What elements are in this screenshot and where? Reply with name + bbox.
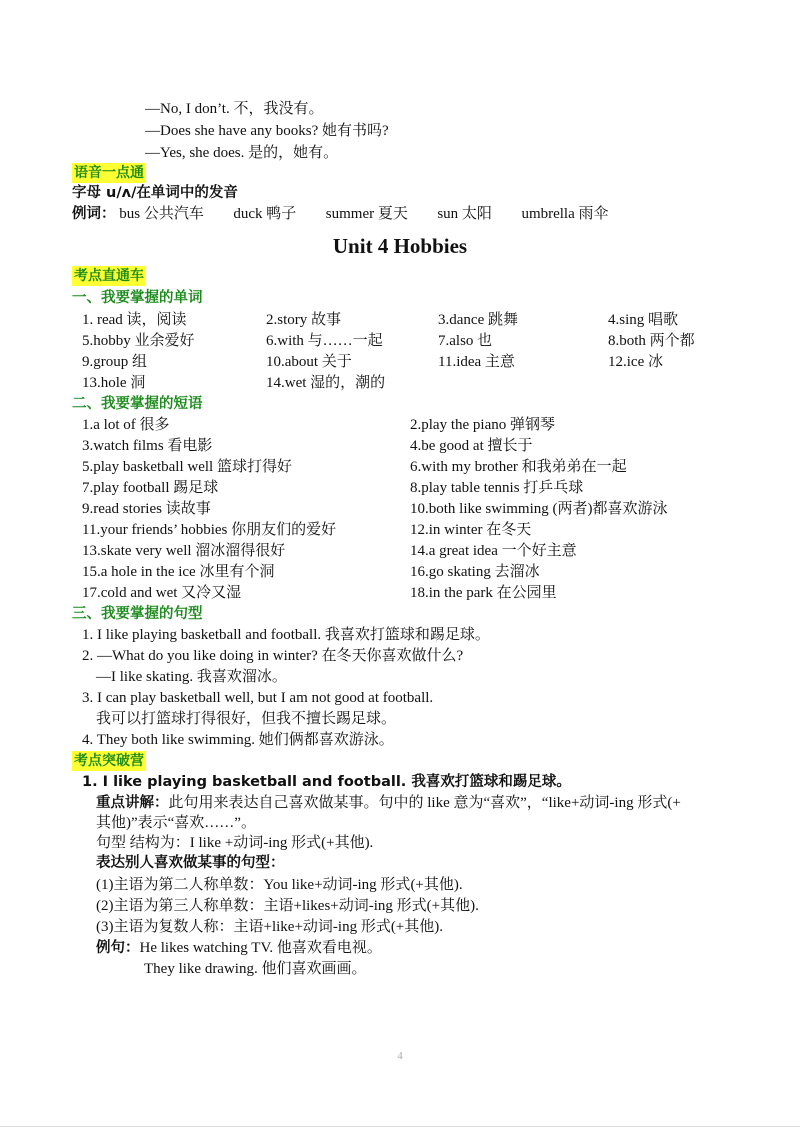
example-label: 例词： [72, 206, 116, 222]
phrase-item: 16.go skating 去溜冰 [410, 564, 540, 580]
phrase-item: 17.cold and wet 又冷又湿 [82, 585, 242, 601]
phonics-heading: 字母 u/ʌ/在单词中的发音 [72, 185, 238, 201]
sentence-line: 4. They both like swimming. 她们俩都喜欢游泳。 [82, 732, 394, 748]
unit-title: Unit 4 Hobbies [332, 234, 468, 258]
word-item: 5.hobby 业余爱好 [82, 333, 195, 349]
phrase-item: 5.play basketball well 篮球打得好 [82, 459, 292, 475]
phrase-item: 18.in the park 在公园里 [410, 585, 557, 601]
word-item: 11.idea 主意 [438, 354, 515, 370]
others-heading: 表达别人喜欢做某事的句型： [96, 855, 285, 871]
phrase-item: 10.both like swimming (两者)都喜欢游泳 [410, 501, 668, 517]
phrase-item: 8.play table tennis 打乒乓球 [410, 480, 584, 496]
explain-line: 其他)”表示“喜欢……”。 [96, 815, 256, 831]
sentence-line: 2. —What do you like doing in winter? 在冬天你喜欢做什么? [82, 648, 464, 664]
example-sentence: They like drawing. 他们喜欢画画。 [144, 961, 367, 977]
other-pattern: (3)主语为复数人称：主语+like+动词-ing 形式(+其他). [96, 919, 444, 935]
example-sentence: He likes watching TV. 他喜欢看电视。 [139, 940, 382, 956]
point-title: 1. I like playing basketball and football. 我喜欢打篮球和踢足球。 [82, 774, 571, 790]
word-item: 3.dance 跳舞 [438, 312, 518, 328]
example-word: umbrella 雨伞 [521, 206, 609, 222]
explain-text: 此句用来表达自己喜欢做某事。句中的 like 意为“喜欢”，“like+动词-ing 形式(+ [168, 795, 681, 811]
phonics-badge: 语音一点通 [74, 165, 144, 181]
phrase-item: 12.in winter 在冬天 [410, 522, 532, 538]
phrase-item: 14.a great idea 一个好主意 [410, 543, 577, 559]
pattern-line: 句型 结构为：I like +动词-ing 形式(+其他). [96, 835, 374, 851]
phrase-item: 4.be good at 擅长于 [410, 438, 533, 454]
word-item: 14.wet 湿的，潮的 [266, 375, 386, 391]
other-pattern: (1)主语为第二人称单数：You like+动词-ing 形式(+其他). [96, 877, 463, 893]
explain-label: 重点讲解： [96, 795, 169, 811]
word-item: 8.both 两个都 [608, 333, 695, 349]
example-word: summer 夏天 [325, 206, 408, 222]
section-badge: 考点直通车 [74, 268, 144, 284]
dialog-line: —Does she have any books? 她有书吗? [145, 123, 389, 139]
words-heading: 一、我要掌握的单词 [72, 290, 203, 306]
sentence-line: 3. I can play basketball well, but I am not good at football. [82, 690, 434, 706]
word-item: 7.also 也 [438, 333, 493, 349]
phrase-item: 11.your friends’ hobbies 你朋友们的爱好 [82, 522, 337, 538]
word-item: 4.sing 唱歌 [608, 312, 679, 328]
phrases-heading: 二、我要掌握的短语 [72, 396, 203, 412]
word-item: 6.with 与……一起 [266, 333, 383, 349]
word-item: 12.ice 冰 [608, 354, 663, 370]
phonics-examples [72, 204, 609, 224]
section-badge: 考点突破营 [74, 753, 144, 769]
example-line [96, 938, 382, 958]
phrase-item: 1.a lot of 很多 [82, 417, 170, 433]
example-word: sun 太阳 [437, 206, 492, 222]
phrase-item: 6.with my brother 和我弟弟在一起 [410, 459, 627, 475]
phrase-item: 3.watch films 看电影 [82, 438, 213, 454]
example-label: 例句： [96, 940, 140, 956]
dialog-line: —No, I don’t. 不，我没有。 [145, 101, 324, 117]
sentence-line: 1. I like playing basketball and football. 我喜欢打篮球和踢足球。 [82, 627, 490, 643]
page-number: 4 [397, 1050, 403, 1062]
sentence-line: 我可以打篮球打得很好，但我不擅长踢足球。 [96, 711, 397, 727]
sentence-line: —I like skating. 我喜欢溜冰。 [96, 669, 287, 685]
phrase-item: 9.read stories 读故事 [82, 501, 211, 517]
word-item: 1. read 读，阅读 [82, 312, 187, 328]
word-item: 2.story 故事 [266, 312, 342, 328]
word-item: 9.group 组 [82, 354, 147, 370]
page-bottom-divider [0, 1126, 800, 1127]
sentences-heading: 三、我要掌握的句型 [72, 606, 203, 622]
phrase-item: 15.a hole in the ice 冰里有个洞 [82, 564, 275, 580]
explain-line [96, 793, 681, 813]
example-word: duck 鸭子 [233, 206, 297, 222]
phrase-item: 7.play football 踢足球 [82, 480, 219, 496]
other-pattern: (2)主语为第三人称单数：主语+likes+动词-ing 形式(+其他). [96, 898, 479, 914]
word-item: 10.about 关于 [266, 354, 352, 370]
phrase-item: 13.skate very well 溜冰溜得很好 [82, 543, 286, 559]
word-item: 13.hole 洞 [82, 375, 146, 391]
phrase-item: 2.play the piano 弹钢琴 [410, 417, 555, 433]
dialog-line: —Yes, she does. 是的，她有。 [145, 145, 339, 161]
example-word: bus 公共汽车 [119, 206, 204, 222]
